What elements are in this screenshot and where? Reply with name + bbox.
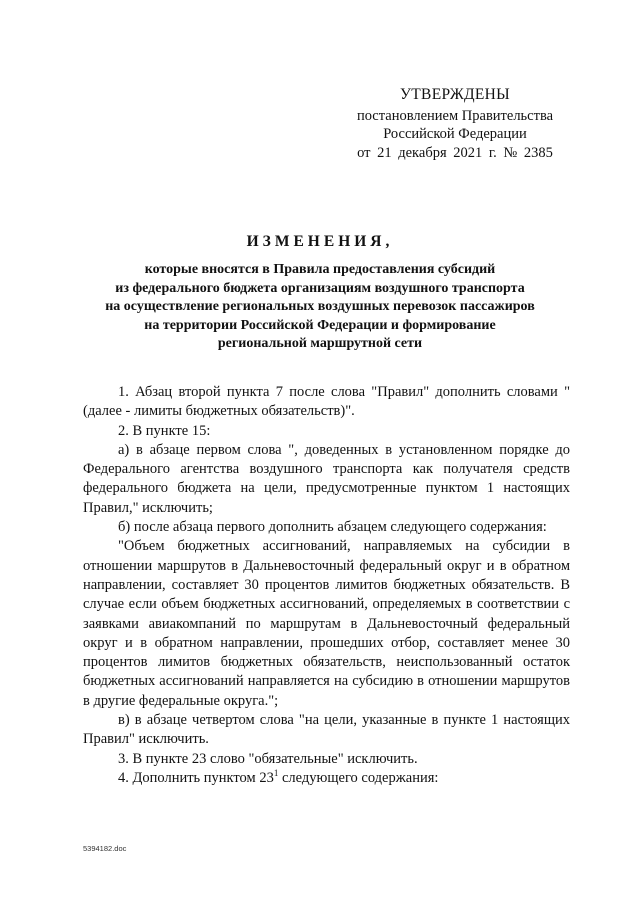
paragraph-text: следующего содержания: bbox=[278, 769, 439, 786]
body-paragraph: в) в абзаце четвертом слова "на цели, указанные в пункте 1 настоящих Правил" исключить. bbox=[83, 712, 570, 748]
body-paragraph: "Объем бюджетных ассигнований, направляемых на субсидии в отношении маршрутов в Дальневосточный федеральный округ и в обратном направлении, составляет 30 процентов лимитов бюджетных обязательств. В случае если объем бюджетных ассигнований, определяемых в соответствии с заявками авиакомпаний по маршрутам в Дальневосточный федеральный округ и в обратном направлении, прошедших отбор, составляет менее 30 процентов лимитов бюджетных обязательств, неиспользованный остаток бюджетных ассигнований направляется на субсидию в отношении маршрутов в другие федеральные округа."; bbox=[83, 538, 570, 709]
body-paragraph: б) после абзаца первого дополнить абзацем следующего содержания: bbox=[118, 519, 547, 536]
body-paragraph: а) в абзаце первом слова ", доведенных в установленном порядке до Федерального агентства воздушного транспорта как получателя средств федерального бюджета на цели, предусмотренные пунктом 1 настоящих Правил," исключить; bbox=[83, 441, 570, 516]
subtitle-line: из федерального бюджета организациям воздушного транспорта bbox=[115, 280, 525, 296]
approval-heading: УТВЕРЖДЕНЫ bbox=[400, 86, 510, 103]
approval-block bbox=[340, 86, 570, 162]
body-paragraph: 1. Абзац второй пункта 7 после слова "Правил" дополнить словами "(далее - лимиты бюджетных обязательств)". bbox=[83, 384, 570, 420]
document-body bbox=[83, 383, 570, 788]
paragraph-text: 4. Дополнить пунктом 23 bbox=[118, 769, 274, 786]
subtitle-line: на осуществление региональных воздушных перевозок пассажиров bbox=[105, 299, 535, 314]
body-paragraph: 3. В пункте 23 слово "обязательные" исключить. bbox=[118, 750, 418, 767]
approval-line: Российской Федерации bbox=[383, 126, 527, 142]
body-paragraph-last bbox=[83, 769, 570, 788]
file-name-footer: 5394182.doc bbox=[83, 844, 127, 853]
subtitle-line: региональной маршрутной сети bbox=[217, 336, 423, 351]
document-title: ИЗМЕНЕНИЯ, bbox=[246, 233, 394, 250]
approval-date-number: от 21 декабря 2021 г. № 2385 bbox=[357, 144, 553, 161]
body-paragraph: 2. В пункте 15: bbox=[118, 422, 211, 439]
approval-line: постановлением Правительства bbox=[356, 107, 554, 124]
subtitle-line: на территории Российской Федерации и формирование bbox=[144, 317, 496, 333]
document-subtitle bbox=[60, 261, 580, 354]
subtitle-line: которые вносятся в Правила предоставления субсидий bbox=[144, 262, 496, 277]
superscript: 1 bbox=[273, 768, 279, 779]
